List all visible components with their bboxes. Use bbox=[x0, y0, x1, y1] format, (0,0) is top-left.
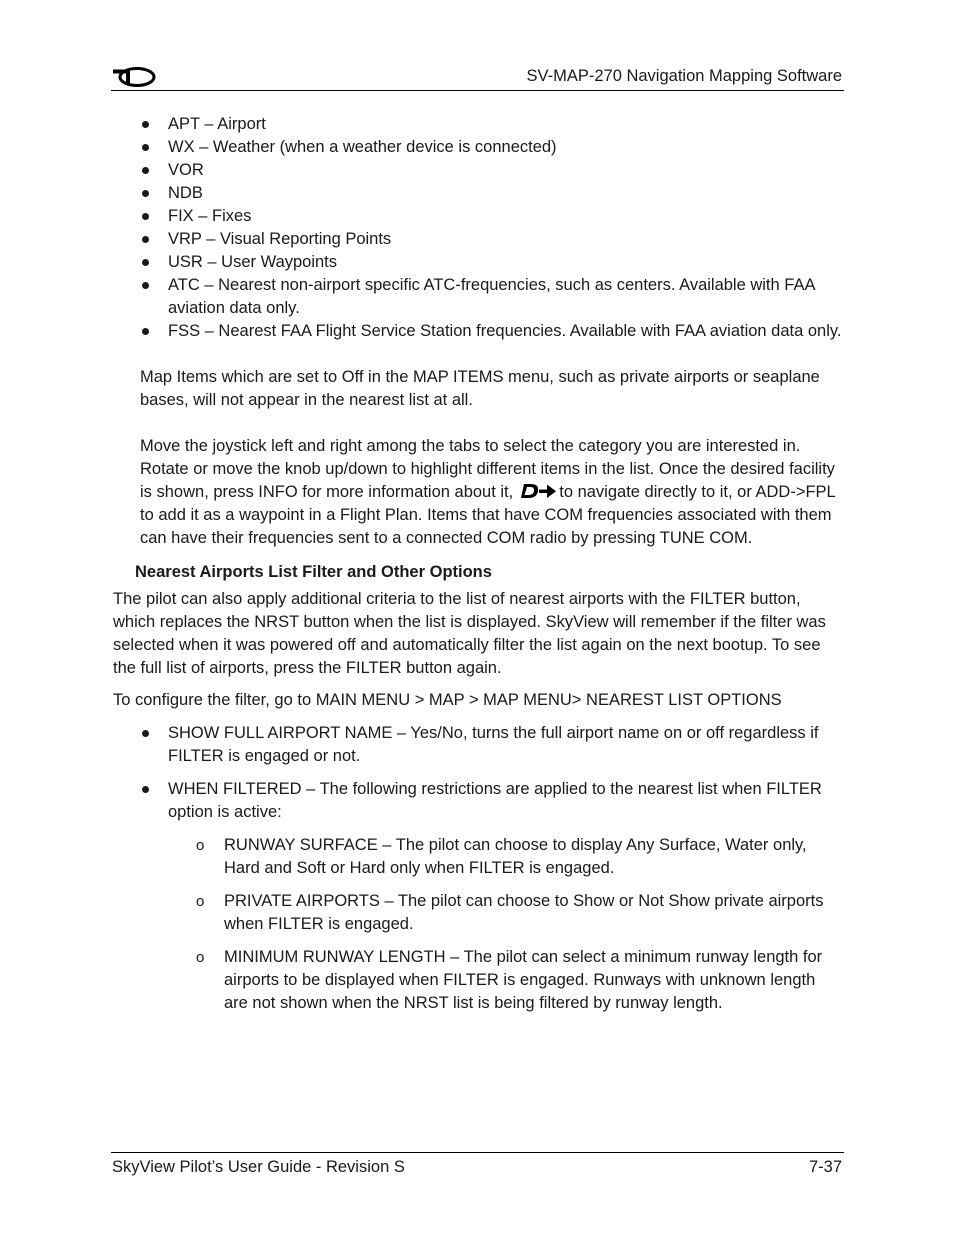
header-title: SV-MAP-270 Navigation Mapping Software bbox=[526, 67, 842, 85]
page-header bbox=[111, 62, 844, 91]
filter-sub-list bbox=[113, 834, 843, 1015]
section-heading: Nearest Airports List Filter and Other Options bbox=[135, 563, 492, 581]
joystick-paragraph bbox=[113, 435, 843, 550]
joystick-text-after: to navigate directly to it, or ADD->FPL to add it as a waypoint in a Flight Plan. Items that have COM frequencies associated with them can have their frequencies sent to a connected COM radio by pressing TUNE COM. bbox=[140, 483, 836, 547]
page-footer bbox=[111, 1152, 844, 1176]
list-item: FSS – Nearest FAA Flight Service Station frequencies. Available with FAA aviation data only. bbox=[113, 320, 843, 343]
configure-paragraph: To configure the filter, go to MAIN MENU > MAP > MAP MENU> NEAREST LIST OPTIONS bbox=[113, 691, 782, 709]
list-item: WX – Weather (when a weather device is connected) bbox=[113, 136, 843, 159]
filter-paragraph: The pilot can also apply additional criteria to the list of nearest airports with the FILTER button, which replaces the NRST button when the list is displayed. SkyView will remember if the filter was selected when it was powered off and automatically filter the list again on the next bootup. To see the full list of airports, press the FILTER button again. bbox=[113, 590, 826, 677]
list-item: APT – Airport bbox=[113, 113, 843, 136]
category-list bbox=[113, 113, 843, 343]
list-item: o RUNWAY SURFACE – The pilot can choose to display Any Surface, Water only, Hard and Soft or Hard only when FILTER is engaged. bbox=[113, 834, 843, 880]
joystick-text-before: Move the joystick left and right among the tabs to select the category you are interested in. Rotate or move the knob up/down to highlight different items in the list. Once the desired facility is shown, press INFO for more information about it, bbox=[140, 437, 835, 501]
dynon-logo-icon bbox=[111, 66, 157, 88]
direct-to-icon bbox=[519, 482, 557, 500]
list-item: o MINIMUM RUNWAY LENGTH – The pilot can select a minimum runway length for airports to be displayed when FILTER is engaged. Runways with unknown length are not shown when the NRST list is being filtered by runway length. bbox=[113, 946, 843, 1015]
list-item: VOR bbox=[113, 159, 843, 182]
list-item: FIX – Fixes bbox=[113, 205, 843, 228]
list-item: ATC – Nearest non-airport specific ATC-frequencies, such as centers. Available with FAA aviation data only. bbox=[113, 274, 843, 320]
list-item: USR – User Waypoints bbox=[113, 251, 843, 274]
list-item: VRP – Visual Reporting Points bbox=[113, 228, 843, 251]
list-item: WHEN FILTERED – The following restrictions are applied to the nearest list when FILTER option is active: bbox=[113, 778, 843, 824]
page-content bbox=[113, 113, 843, 1025]
page-number: 7-37 bbox=[808, 1158, 842, 1176]
list-item: SHOW FULL AIRPORT NAME – Yes/No, turns the full airport name on or off regardless if FILTER is engaged or not. bbox=[113, 722, 843, 768]
options-list bbox=[113, 722, 843, 824]
list-item: o PRIVATE AIRPORTS – The pilot can choose to Show or Not Show private airports when FILTER is engaged. bbox=[113, 890, 843, 936]
list-item: NDB bbox=[113, 182, 843, 205]
footer-guide-title: SkyView Pilot’s User Guide - Revision S bbox=[112, 1158, 405, 1176]
map-items-paragraph: Map Items which are set to Off in the MAP ITEMS menu, such as private airports or seaplane bases, will not appear in the nearest list at all. bbox=[140, 368, 820, 409]
